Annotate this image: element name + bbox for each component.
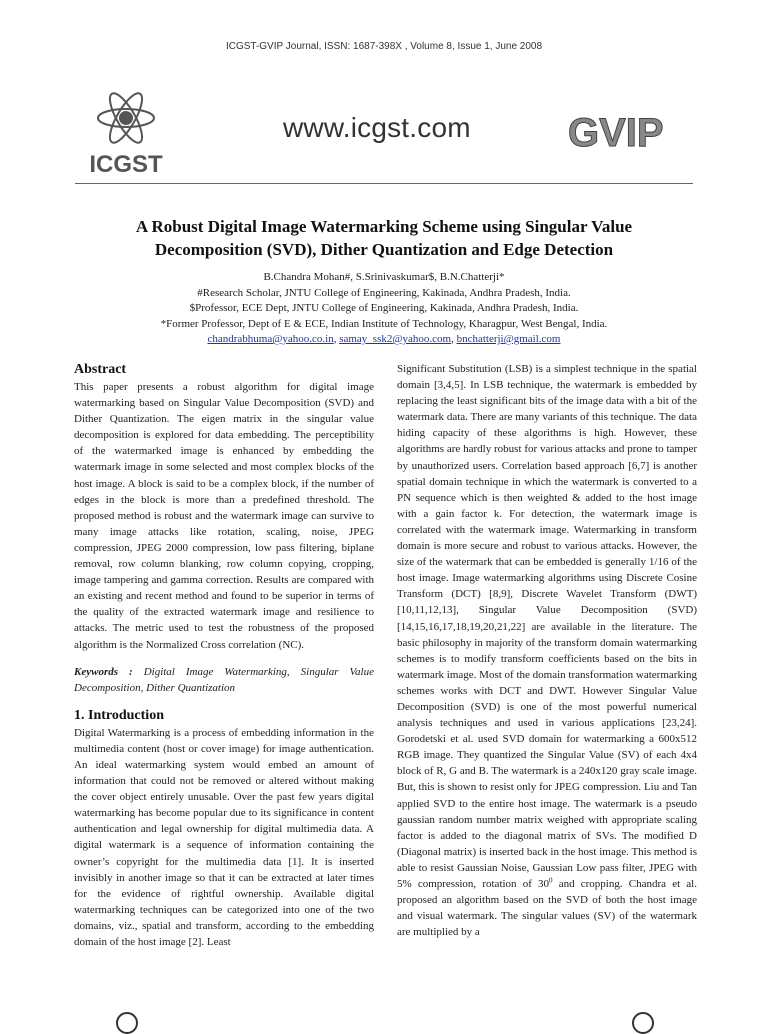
affiliation-2: $Professor, ECE Dept, JNTU College of Engineering, Kakinada, Andhra Pradesh, India.: [189, 302, 579, 314]
introduction-heading: 1. Introduction: [74, 707, 164, 723]
page-ornament-left: [116, 1012, 138, 1034]
right-column-text: Significant Substitution (LSB) is a simplest technique in the spatial domain [3,4,5]. In LSB technique, the watermark is embedded by replacing the least significant bits of the image data with a bit of the watermark data. There are many variants of this technique. The data hiding capacity of these algorithms is high. However, these algorithms are hardly robust for various attacks and prone to tamper by unauthorized users. Correlation based approach [6,7] is another spatial domain technique in which the watermark is converted to a PN sequence which is then weighted & added to the host image with a gain factor k. For detection, the watermark image is correlated with the watermark image. Watermarking in transform domain is more secure and robust to various attacks. However, the size of the watermark that can be embedded is generally 1/16 of the host image. Image watermarking algorithms using Discrete Cosine Transform (DCT) [8,9], Discrete Wavelet Transform (DWT) [10,11,12,13], Singular Value Decomposition (SVD) [14,15,16,17,18,19,20,21,22] are available in the literature. The basic philosophy in majority of the transform domain watermarking schemes is to modify transform coefficients based on the bits in watermark image. Most of the domain transformation watermarking schemes works with DCT and DWT. However Singular Value Decomposition (SVD) is one of the most powerful numerical analysis techniques and used in various applications [23,24]. Gorodetski et al. used SVD domain for watermarking a 600x512 RGB image. They quantized the Singular Value (SV) of each 4x4 block of R, G and B. The watermark is a 240x120 gray scale image. But, this is shown to resist only for JPEG compression. Liu and Tan applied SVD to the entire host image. The watermark is a pseudo gaussian random number matrix weighed with appropriate scaling factor is added to the diagonal matrix of SVs. The modified D (Diagonal matrix) is inserted back in the host image. This method is able to resist Gaussian Noise, Gaussian Low pass filter, JPEG with 5% compression, rotation of $30^0$ and cropping. Chandra et al. proposed an algorithm based on the SVD of both the host image and visual watermark. The singular values (SV) of the watermark are multiplied by a: [397, 363, 697, 939]
paper-title: A Robust Digital Image Watermarking Scheme using Singular Value Decomposition (SVD), Dither Quantization and Edge Detection: [135, 217, 633, 259]
page-ornament-right: [632, 1012, 654, 1034]
atom-icon: [98, 90, 154, 147]
email-line: chandrabhuma@yahoo.co.in, samay_ssk2@yahoo.com, bnchatterji@gmail.com: [207, 333, 561, 345]
author-block: [80, 270, 688, 348]
keywords-text: Digital Image Watermarking, Singular Value Decomposition, Dither Quantization: [74, 665, 374, 694]
abstract-heading: Abstract: [74, 362, 127, 377]
journal-header: ICGST-GVIP Journal, ISSN: 1687-398X , Volume 8, Issue 1, June 2008: [225, 41, 543, 52]
logo-text: ICGST: [89, 151, 163, 178]
degree-superscript: 0: [549, 876, 553, 885]
abstract-text: This paper presents a robust algorithm for digital image watermarking based on Singular Value Decomposition (SVD) and Dither Quantization. The eigen matrix in the singular value decomposition is explored for data embedding. The perceptibility of the watermarked image is enhanced by embedding the watermark image in some selected and most complex blocks of the host image. A block is said to be a complex block, if the number of edges in the block is more than a predefined threshold. The proposed method is robust and the watermark image can survive to many image attacks like rotation, scaling, noise, JPEG compression, JPEG 2000 compression, low pass filtering, biplane removal, row column blanking, row column copying, cropping, image tampering and gamma correction. Results are compared with an existing and recent method and found to be superior in terms of the quality of the extracted watermark image and resilience to attacks. The metric used to test the robustness of the proposed algorithm is the Normalized Cross correlation (NC).: [74, 381, 374, 651]
gvip-logo: [568, 108, 668, 154]
keywords-label: Keywords :: [74, 665, 133, 678]
email-link-2[interactable]: samay_ssk2@yahoo.com: [339, 333, 452, 345]
website-url[interactable]: www.icgst.com: [283, 112, 471, 143]
keywords: [74, 664, 374, 696]
email-link-3[interactable]: bnchatterji@gmail.com: [456, 333, 561, 345]
email-link-1[interactable]: chandrabhuma@yahoo.co.in: [207, 333, 334, 345]
left-column: [74, 361, 374, 950]
affiliation-1: #Research Scholar, JNTU College of Engineering, Kakinada, Andhra Pradesh, India.: [197, 286, 571, 299]
author-names: B.Chandra Mohan#, S.Srinivaskumar$, B.N.Chatterji*: [263, 271, 505, 283]
affiliation-3: *Former Professor, Dept of E & ECE, Indian Institute of Technology, Kharagpur, West Bengal, India.: [160, 317, 608, 330]
gvip-text: GVIP: [568, 111, 664, 154]
header-rule: [75, 183, 693, 184]
icgst-logo: [76, 90, 176, 180]
introduction-text: Digital Watermarking is a process of embedding information in the multimedia content (host or cover image) for image authentication. An ideal watermarking system would embed an amount of information that could not be removed or altered without making the cover object entirely unusable. Over the past few years digital watermarking has become popular due to its significance in content authentication and legal ownership for digital multimedia data. A digital watermark is a sequence of information containing the owner’s copyright for the multimedia data [1]. It is inserted invisibly in another image so that it can be extracted at later times for the evidence of rightful ownership. Available digital watermarking techniques can be categorized into one of the two domains, viz., spatial and transform, according to the embedding domain of the host image [2]. Least: [74, 726, 374, 948]
right-column: [397, 361, 697, 940]
